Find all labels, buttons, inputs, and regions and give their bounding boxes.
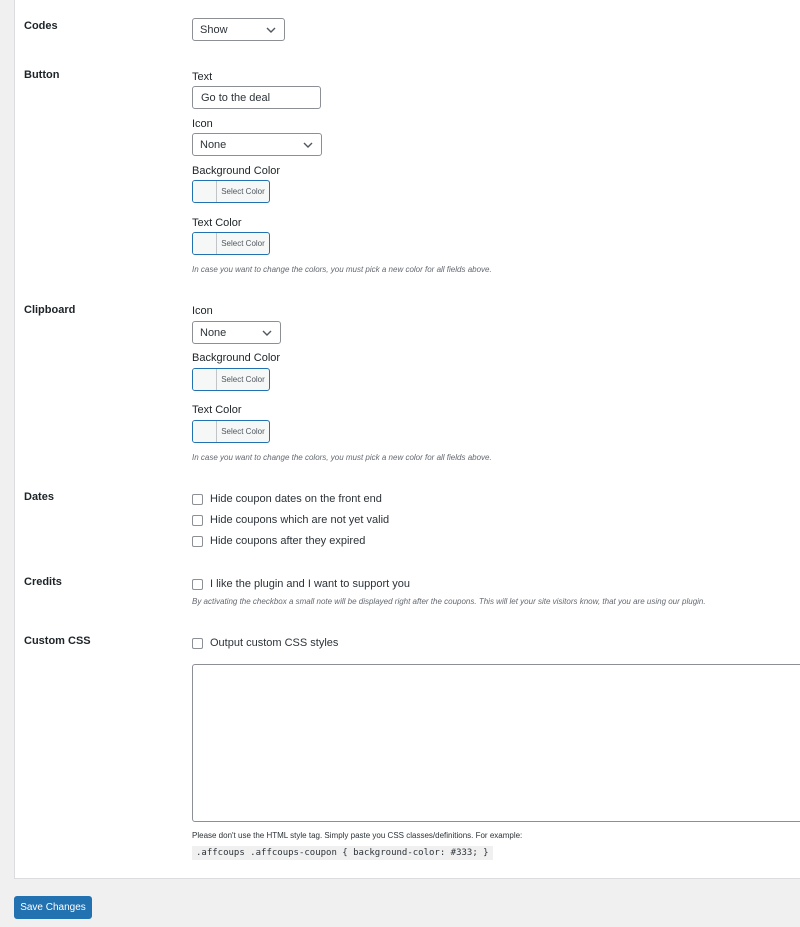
color-swatch (193, 369, 217, 390)
color-swatch (193, 233, 217, 254)
dates-option-hide-expired[interactable] (192, 535, 365, 547)
credits-option[interactable] (192, 578, 410, 590)
custom-css-note: Please don't use the HTML style tag. Simply paste you CSS classes/definitions. For example: (192, 831, 523, 840)
color-swatch (193, 181, 217, 202)
button-icon-label: Icon (192, 118, 213, 130)
button-text-color-picker[interactable] (192, 232, 270, 255)
checkbox[interactable] (192, 638, 203, 649)
checkbox-label: I like the plugin and I want to support you (210, 578, 410, 590)
button-bg-color-label: Background Color (192, 165, 281, 177)
button-icon-value: None (200, 138, 227, 151)
dates-option-hide-dates[interactable] (192, 493, 382, 505)
checkbox-label: Hide coupon dates on the front end (210, 493, 382, 505)
select-color-label: Select Color (221, 187, 265, 196)
save-changes-button[interactable]: Save Changes (14, 896, 92, 919)
button-icon-select[interactable] (192, 133, 322, 156)
codes-select-value: Show (200, 23, 228, 36)
checkbox[interactable] (192, 494, 203, 505)
color-swatch (193, 421, 217, 442)
button-text-value: Go to the deal (201, 91, 271, 104)
checkbox[interactable] (192, 579, 203, 590)
select-color-label: Select Color (221, 239, 265, 248)
select-color-label: Select Color (221, 375, 265, 384)
clipboard-bg-color-label: Background Color (192, 352, 281, 364)
credits-hint: By activating the checkbox a small note will be displayed right after the coupons. This will let your site visitors know, that you are using our plugin. (192, 597, 706, 606)
clipboard-text-color-label: Text Color (192, 404, 242, 416)
row-label-button: Button (24, 69, 60, 81)
clipboard-bg-color-picker[interactable] (192, 368, 270, 391)
button-text-label: Text (192, 71, 213, 83)
row-label-dates: Dates (24, 491, 54, 503)
clipboard-icon-value: None (200, 326, 227, 339)
button-bg-color-picker[interactable] (192, 180, 270, 203)
select-color-label: Select Color (221, 427, 265, 436)
checkbox-label: Hide coupons which are not yet valid (210, 514, 390, 526)
custom-css-option[interactable] (192, 637, 338, 649)
clipboard-colors-hint: In case you want to change the colors, you must pick a new color for all fields above. (192, 453, 492, 462)
row-label-custom-css: Custom CSS (24, 635, 91, 647)
button-colors-hint: In case you want to change the colors, you must pick a new color for all fields above. (192, 265, 492, 274)
row-label-codes: Codes (24, 20, 58, 32)
clipboard-text-color-picker[interactable] (192, 420, 270, 443)
dates-option-hide-not-valid[interactable] (192, 514, 389, 526)
row-label-clipboard: Clipboard (24, 304, 76, 316)
checkbox-label: Output custom CSS styles (210, 637, 339, 649)
row-label-credits: Credits (24, 576, 62, 588)
clipboard-icon-label: Icon (192, 305, 213, 317)
chevron-down-icon (262, 329, 272, 337)
custom-css-example: .affcoups .affcoups-coupon { background-color: #333; } (192, 846, 493, 860)
checkbox[interactable] (192, 536, 203, 547)
chevron-down-icon (303, 141, 313, 149)
checkbox[interactable] (192, 515, 203, 526)
clipboard-icon-select[interactable] (192, 321, 281, 344)
button-text-input[interactable] (192, 86, 321, 109)
button-text-color-label: Text Color (192, 217, 242, 229)
custom-css-textarea[interactable] (192, 664, 800, 822)
chevron-down-icon (266, 26, 276, 34)
checkbox-label: Hide coupons after they expired (210, 535, 366, 547)
codes-select[interactable] (192, 18, 285, 41)
